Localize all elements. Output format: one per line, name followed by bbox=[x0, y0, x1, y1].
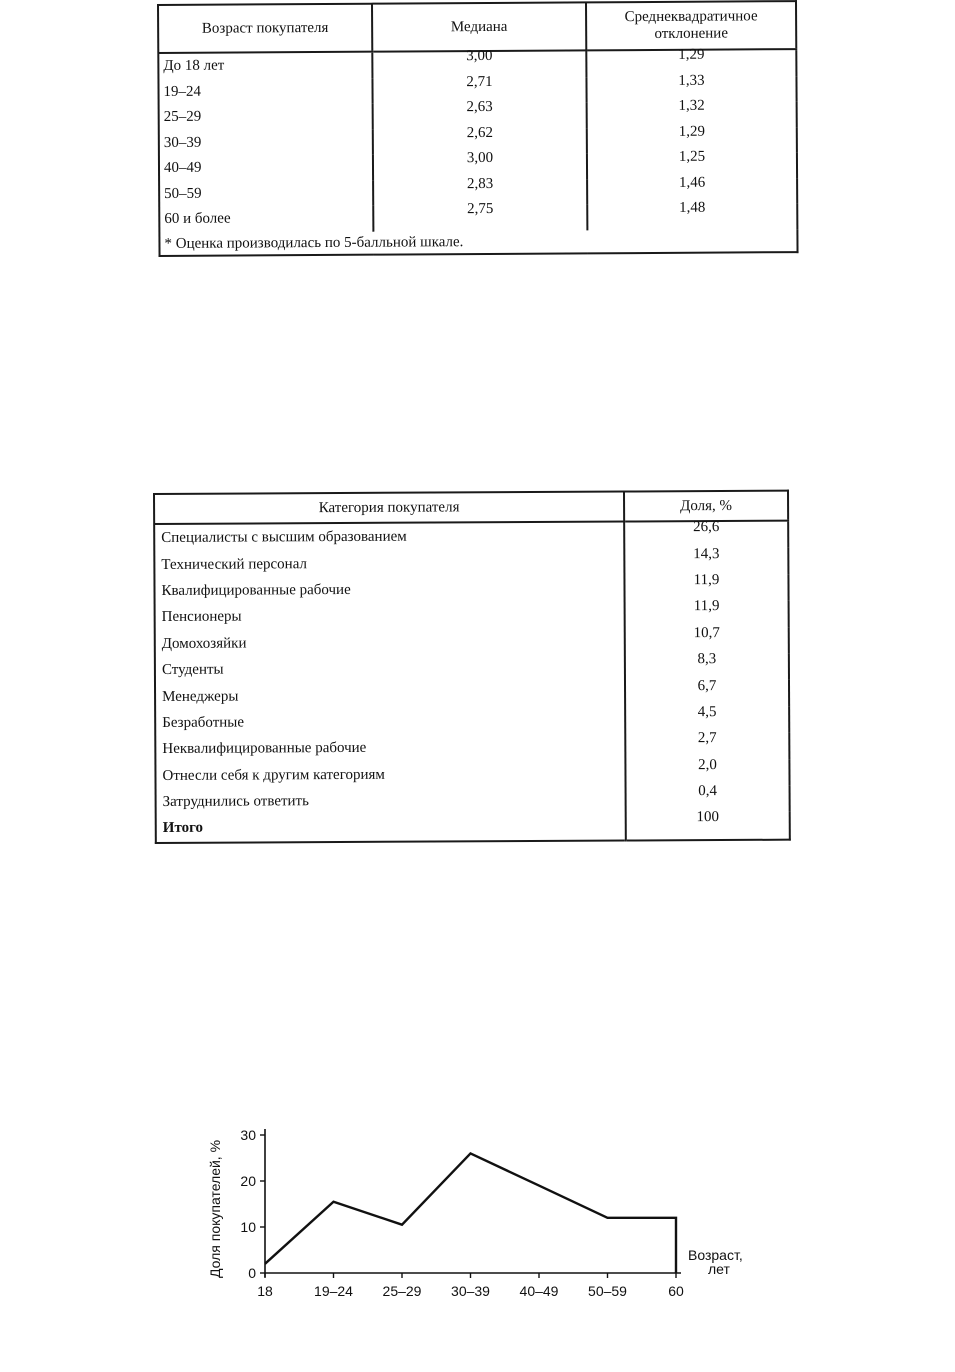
table1-cell-median: 2,63 bbox=[373, 94, 587, 121]
table1-cell-age: 40–49 bbox=[163, 159, 202, 177]
table2-cell-share: 8,3 bbox=[625, 646, 789, 673]
table1-cell-age: До 18 лет bbox=[163, 57, 225, 75]
table1-cell-median: 2,83 bbox=[373, 171, 587, 198]
table1-cell-median: 3,00 bbox=[373, 145, 587, 172]
table1-footnote: * Оценка производилась по 5-балльной шкале. bbox=[164, 233, 464, 252]
table2-cell-share: 2,7 bbox=[625, 725, 789, 752]
table2-cell-share: 100 bbox=[626, 804, 790, 832]
table1-row bbox=[159, 203, 797, 232]
table2-cell-category: Неквалифицированные рабочие bbox=[162, 740, 367, 758]
header-age: Возраст покупателя bbox=[158, 4, 372, 53]
header-category: Категория покупателя bbox=[154, 492, 624, 524]
chart-y-tick-label: 0 bbox=[248, 1265, 256, 1281]
table2-cell-category: Пенсионеры bbox=[161, 608, 242, 626]
chart-x-label-line2: лет bbox=[708, 1261, 730, 1277]
chart-axes bbox=[265, 1129, 681, 1277]
chart-y-label: Доля покупателей, % bbox=[207, 1139, 223, 1279]
scan-artifact bbox=[345, 480, 600, 489]
chart-y-ticks bbox=[240, 1127, 265, 1281]
table1-cell-age: 60 и более bbox=[164, 210, 231, 228]
table2-body bbox=[154, 521, 790, 843]
table1-cell-sd: 1,29 bbox=[678, 123, 705, 140]
chart-line-path bbox=[265, 1153, 676, 1273]
buyer-category-table bbox=[153, 490, 791, 844]
chart-x-tick-label: 50–59 bbox=[588, 1283, 627, 1299]
chart-x-tick-label: 25–29 bbox=[382, 1283, 422, 1299]
header-median: Медиана bbox=[372, 2, 586, 51]
table2-cell-share: 2,0 bbox=[625, 751, 789, 778]
table2-cell-category: Итого bbox=[162, 820, 204, 837]
table2-cell-category: Домохозяйки bbox=[161, 635, 247, 652]
table2-row bbox=[156, 812, 790, 843]
table1-cell-age: 50–59 bbox=[164, 185, 202, 202]
table1-cell-age: 19–24 bbox=[163, 83, 202, 100]
chart-series-line bbox=[265, 1153, 676, 1273]
table1-cell-sd: 1,29 bbox=[678, 46, 705, 64]
table2-cell-category: Технический персонал bbox=[161, 555, 307, 573]
chart-x-label-line1: Возраст, bbox=[688, 1247, 743, 1263]
table1-cell-median: 2,62 bbox=[373, 120, 587, 147]
table2-cell-share: 11,9 bbox=[624, 566, 788, 593]
chart-y-tick-label: 10 bbox=[240, 1219, 256, 1235]
chart-x-tick-label: 19–24 bbox=[314, 1283, 353, 1299]
chart-x-tick-label: 40–49 bbox=[519, 1283, 559, 1299]
age-rating-table bbox=[157, 0, 799, 256]
table1-body bbox=[158, 46, 797, 232]
age-share-line-chart bbox=[200, 1115, 760, 1315]
header-sd-line2: отклонение bbox=[654, 25, 729, 42]
table1-cell-age: 30–39 bbox=[163, 134, 202, 151]
table2-cell-share: 26,6 bbox=[624, 513, 788, 541]
table1-cell-sd: 1,33 bbox=[678, 72, 705, 89]
table1-cell-sd: 1,48 bbox=[679, 199, 706, 217]
header-sd-line1: Среднеквадратичное bbox=[624, 8, 758, 26]
table2-cell-share: 11,9 bbox=[625, 593, 789, 620]
table1-cell-median: 3,00 bbox=[372, 42, 586, 70]
header-share: Доля, % bbox=[624, 491, 788, 522]
table1-cell-median: 2,75 bbox=[373, 196, 587, 223]
table2-cell-category: Квалифицированные рабочие bbox=[161, 581, 351, 599]
table1-cell-sd: 1,46 bbox=[678, 174, 706, 191]
table2-cell-category: Затруднились ответить bbox=[162, 793, 309, 811]
chart-x-ticks bbox=[257, 1273, 684, 1299]
table2-cell-share: 6,7 bbox=[625, 672, 789, 699]
table2-cell-category: Безработные bbox=[162, 714, 245, 731]
table2-cell-category: Менеджеры bbox=[162, 688, 239, 705]
table1-cell-sd: 1,32 bbox=[678, 97, 705, 115]
table1-cell-median: 2,71 bbox=[372, 69, 586, 96]
table2-cell-share: 10,7 bbox=[625, 619, 789, 646]
table2-cell-share: 4,5 bbox=[625, 698, 789, 725]
chart-y-tick-label: 30 bbox=[240, 1127, 256, 1143]
table1-cell-sd: 1,25 bbox=[678, 148, 706, 166]
chart-x-tick-label: 18 bbox=[257, 1283, 273, 1299]
table2-cell-share: 0,4 bbox=[626, 778, 790, 805]
table1-cell-age: 25–29 bbox=[163, 108, 202, 126]
table2-cell-category: Специалисты с высшим образованием bbox=[161, 528, 407, 547]
table2-cell-category: Отнесли себя к другим категориям bbox=[162, 766, 385, 784]
chart-y-tick-label: 20 bbox=[240, 1173, 256, 1189]
table2-cell-category: Студенты bbox=[161, 661, 224, 679]
chart-x-tick-label: 30–39 bbox=[451, 1283, 490, 1299]
table2-cell-share: 14,3 bbox=[624, 540, 788, 567]
chart-x-tick-label: 60 bbox=[668, 1283, 684, 1299]
